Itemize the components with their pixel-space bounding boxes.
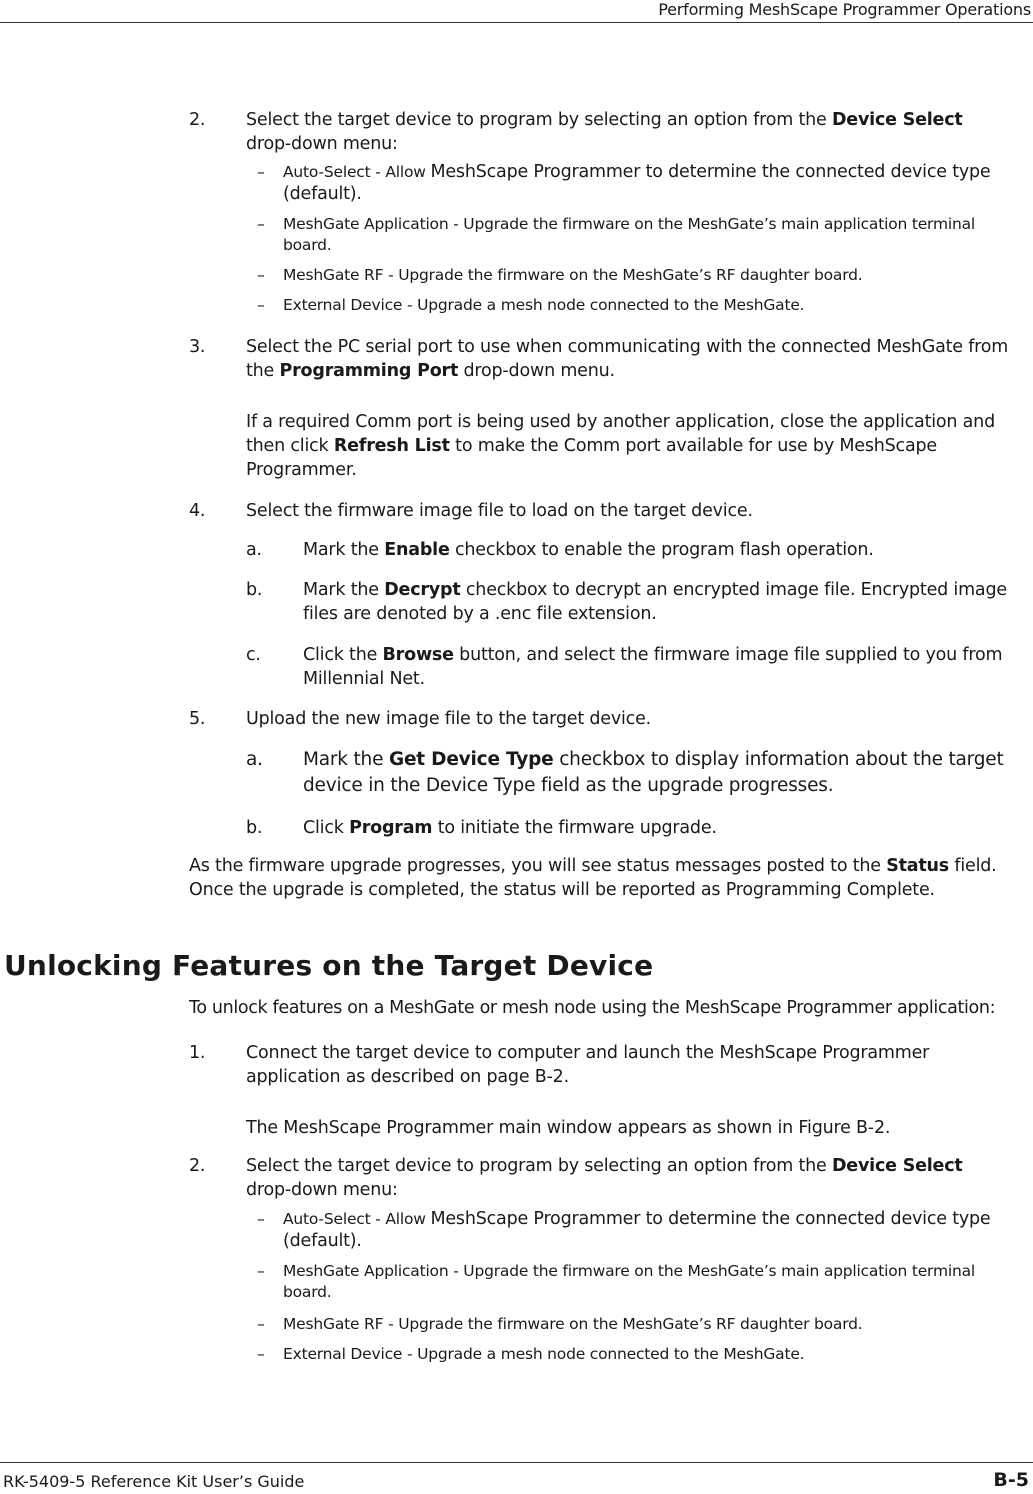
ui-term: Status	[886, 856, 950, 876]
substep-letter: a.	[246, 540, 262, 560]
ui-term: Refresh List	[333, 436, 450, 456]
step-text: Select the PC serial port to use when communicating with the connected MeshGate from the Programming Port drop-down menu.	[246, 337, 1009, 381]
page-header	[0, 0, 1033, 23]
substep-text: Mark the Get Device Type checkbox to display information about the target device in the Device Type field as the upgrade progresses.	[303, 749, 1004, 796]
step-number: 5.	[189, 709, 206, 729]
step-2	[189, 108, 979, 156]
substep-letter: c.	[246, 645, 261, 665]
section-intro: To unlock features on a MeshGate or mesh node using the MeshScape Programmer application:	[189, 998, 996, 1018]
bullet-dash: –	[257, 296, 265, 314]
step-5	[189, 707, 1031, 731]
step-4	[189, 499, 1031, 523]
ui-term: Enable	[384, 540, 450, 560]
bullet-dash: –	[257, 1315, 265, 1333]
option-meshgate-application: MeshGate Application - Upgrade the firmware on the MeshGate’s main application terminal board.	[283, 215, 975, 254]
option-meshgate-rf: MeshGate RF - Upgrade the firmware on the MeshGate’s RF daughter board.	[283, 266, 863, 284]
substep-4a	[246, 538, 1031, 562]
ui-term: Browse	[382, 645, 454, 665]
step-number: 4.	[189, 501, 206, 521]
step-text: Upload the new image file to the target device.	[246, 709, 652, 729]
footer-guide-title: RK-5409-5 Reference Kit User’s Guide	[3, 1472, 305, 1491]
substep-5a	[246, 747, 1031, 799]
bullet-dash: –	[257, 1345, 265, 1363]
substep-text: Click the Browse button, and select the firmware image file supplied to you from Millennial Net.	[303, 645, 1003, 689]
step-1-note: The MeshScape Programmer main window appears as shown in Figure B-2.	[246, 1118, 891, 1138]
option-auto-select: Auto-Select - Allow MeshScape Programmer to determine the connected device type (default).	[283, 162, 991, 204]
step-number: 2.	[189, 110, 206, 130]
bullet-dash: –	[257, 215, 265, 233]
bullet-dash: –	[257, 1262, 265, 1280]
ui-term: Programming Port	[279, 361, 459, 381]
running-header-title: Performing MeshScape Programmer Operations	[658, 0, 1031, 19]
substep-text: Mark the Enable checkbox to enable the program flash operation.	[303, 540, 874, 560]
substep-5b	[246, 816, 1031, 840]
substep-4b	[246, 578, 1031, 626]
step-3-note: If a required Comm port is being used by another application, close the application and then click Refresh List to make the Comm port available for use by MeshScape Programmer.	[246, 412, 995, 480]
substep-4c	[246, 643, 1031, 691]
step-2	[189, 1154, 979, 1202]
ui-term: Decrypt	[384, 580, 461, 600]
ui-term: Device Select	[831, 110, 963, 130]
bullet-dash: –	[257, 163, 265, 181]
section-heading: Unlocking Features on the Target Device	[4, 949, 654, 982]
option-meshgate-application: MeshGate Application - Upgrade the firmware on the MeshGate’s main application terminal board.	[283, 1262, 975, 1301]
step-text: Select the target device to program by selecting an option from the Device Select drop-down menu:	[246, 110, 963, 154]
page-number: B-5	[993, 1469, 1029, 1491]
option-external-device: External Device - Upgrade a mesh node connected to the MeshGate.	[283, 1345, 805, 1363]
option-meshgate-rf: MeshGate RF - Upgrade the firmware on the MeshGate’s RF daughter board.	[283, 1315, 863, 1333]
step-number: 3.	[189, 337, 206, 357]
step-number: 1.	[189, 1043, 206, 1063]
step-number: 2.	[189, 1156, 206, 1176]
substep-letter: a.	[246, 749, 263, 770]
step-3	[189, 335, 1031, 383]
ui-term: Program	[349, 818, 433, 838]
step-text: Connect the target device to computer and launch the MeshScape Programmer application as described on page B-2.	[246, 1043, 930, 1087]
substep-text: Click Program to initiate the firmware upgrade.	[303, 818, 717, 838]
ui-term: Device Select	[831, 1156, 963, 1176]
bullet-dash: –	[257, 1210, 265, 1228]
option-external-device: External Device - Upgrade a mesh node connected to the MeshGate.	[283, 296, 805, 314]
step-1	[189, 1041, 979, 1089]
option-auto-select: Auto-Select - Allow MeshScape Programmer to determine the connected device type (default).	[283, 1209, 991, 1251]
status-paragraph: As the firmware upgrade progresses, you will see status messages posted to the Status field. Once the upgrade is completed, the status will be reported as Programming Complete.	[189, 856, 997, 900]
substep-letter: b.	[246, 580, 263, 600]
substep-text: Mark the Decrypt checkbox to decrypt an encrypted image file. Encrypted image files are denoted by a .enc file extension.	[303, 580, 1007, 624]
bullet-dash: –	[257, 266, 265, 284]
page-footer	[0, 1462, 1033, 1494]
substep-letter: b.	[246, 818, 263, 838]
step-text: Select the firmware image file to load on the target device.	[246, 501, 753, 521]
ui-term: Get Device Type	[388, 749, 554, 770]
step-text: Select the target device to program by selecting an option from the Device Select drop-down menu:	[246, 1156, 963, 1200]
